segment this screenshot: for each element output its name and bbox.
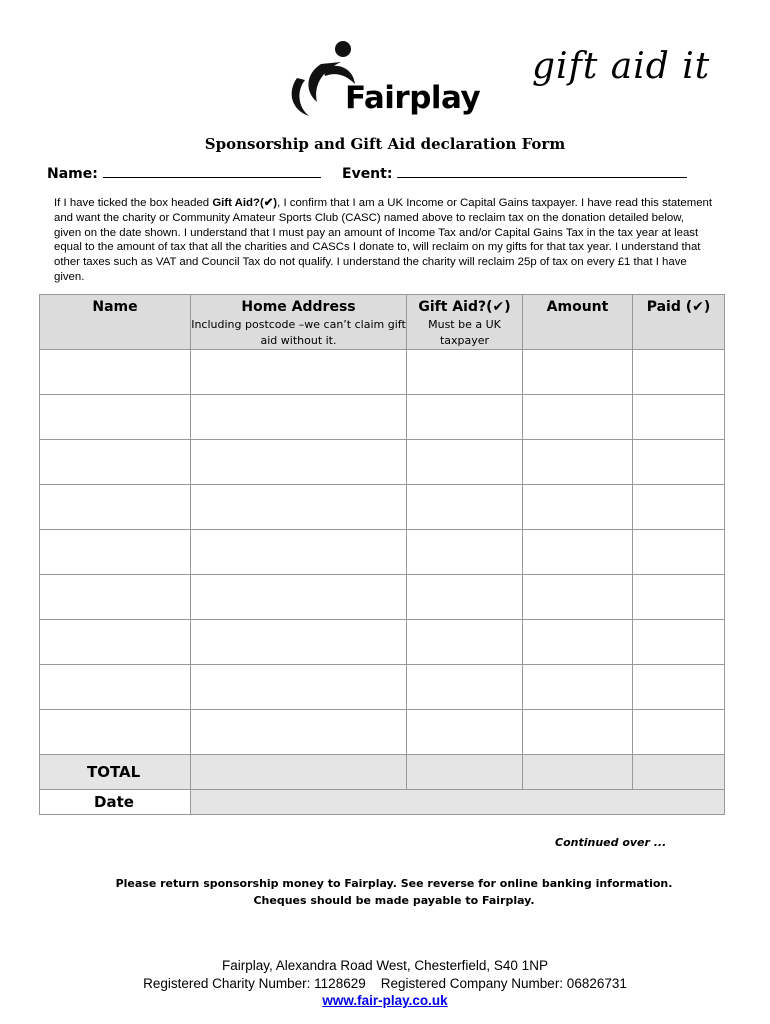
table-row [40, 350, 725, 395]
table-body [40, 350, 725, 815]
address-cell[interactable] [191, 440, 407, 485]
footer-address: Fairplay, Alexandra Road West, Chesterfield, S40 1NP [222, 958, 548, 973]
name-cell[interactable] [40, 440, 191, 485]
table-row [40, 395, 725, 440]
amount-cell[interactable] [523, 350, 633, 395]
website-link[interactable]: www.fair-play.co.uk [322, 993, 448, 1008]
declaration-bold: Gift Aid?(✔) [212, 197, 278, 209]
header-gift-aid-title: Gift Aid?(✔) [418, 299, 511, 315]
paid-cell[interactable] [633, 665, 725, 710]
gift-aid-cell[interactable] [407, 710, 523, 755]
total-label: TOTAL [40, 755, 191, 790]
address-cell[interactable] [191, 350, 407, 395]
name-cell[interactable] [40, 575, 191, 620]
total-amount-cell[interactable] [523, 755, 633, 790]
amount-cell[interactable] [523, 665, 633, 710]
table-row [40, 530, 725, 575]
gift-aid-cell[interactable] [407, 620, 523, 665]
paid-cell[interactable] [633, 575, 725, 620]
gift-aid-cell[interactable] [407, 350, 523, 395]
footer [0, 957, 770, 1010]
paid-cell[interactable] [633, 395, 725, 440]
header-gift-aid-sub: Must be a UK taxpayer [428, 318, 501, 347]
gift-aid-cell[interactable] [407, 440, 523, 485]
header-paid [633, 295, 725, 350]
event-field[interactable] [342, 163, 687, 182]
header-address-sub: Including postcode –we can’t claim gift aid without it. [191, 318, 406, 347]
total-cell[interactable] [633, 755, 725, 790]
amount-cell[interactable] [523, 620, 633, 665]
header-amount-title: Amount [546, 299, 609, 315]
total-cell[interactable] [407, 755, 523, 790]
return-note-line2: Cheques should be made payable to Fairplay. [253, 894, 535, 907]
name-cell[interactable] [40, 395, 191, 440]
amount-cell[interactable] [523, 395, 633, 440]
amount-cell[interactable] [523, 710, 633, 755]
gift-aid-cell[interactable] [407, 530, 523, 575]
table-header-row [40, 295, 725, 350]
amount-cell[interactable] [523, 530, 633, 575]
amount-cell[interactable] [523, 575, 633, 620]
address-cell[interactable] [191, 710, 407, 755]
gift-aid-it-logo: gift aid it [532, 46, 711, 87]
amount-cell[interactable] [523, 440, 633, 485]
declaration-text [54, 196, 714, 285]
paid-cell[interactable] [633, 530, 725, 575]
return-note [0, 875, 770, 909]
table-row [40, 485, 725, 530]
address-cell[interactable] [191, 485, 407, 530]
header-name [40, 295, 191, 350]
name-cell[interactable] [40, 665, 191, 710]
table-row [40, 575, 725, 620]
logo-wordmark: Fairplay [345, 80, 481, 116]
date-row [40, 790, 725, 815]
header-address-title: Home Address [241, 299, 356, 315]
gift-aid-cell[interactable] [407, 665, 523, 710]
table-row [40, 665, 725, 710]
declaration-intro: If I have ticked the box headed [54, 197, 213, 209]
header-gift-aid [407, 295, 523, 350]
name-cell[interactable] [40, 710, 191, 755]
header-paid-title: Paid (✔) [646, 299, 711, 315]
footer-registration: Registered Charity Number: 1128629 Registered Company Number: 06826731 [143, 975, 627, 991]
table-row [40, 710, 725, 755]
header-address [191, 295, 407, 350]
gift-aid-cell[interactable] [407, 485, 523, 530]
paid-cell[interactable] [633, 350, 725, 395]
total-row [40, 755, 725, 790]
amount-cell[interactable] [523, 485, 633, 530]
address-cell[interactable] [191, 530, 407, 575]
address-cell[interactable] [191, 665, 407, 710]
paid-cell[interactable] [633, 620, 725, 665]
gift-aid-cell[interactable] [407, 395, 523, 440]
name-cell[interactable] [40, 485, 191, 530]
paid-cell[interactable] [633, 485, 725, 530]
table-row [40, 440, 725, 485]
event-label: Event: [342, 166, 393, 182]
continued-note: Continued over ... [555, 836, 667, 849]
name-cell[interactable] [40, 620, 191, 665]
date-label: Date [40, 790, 191, 815]
name-cell[interactable] [40, 530, 191, 575]
gift-aid-cell[interactable] [407, 575, 523, 620]
declaration-rest: , I confirm that I am a UK Income or Capital Gains taxpayer. I have read this statement and want the charity or Community Amateur Sports Club (CASC) named above to reclaim tax on the donation detailed below, given on the date shown. I understand that I must pay an amount of Income Tax and/or Capital Gains Tax in the tax year at least equal to the amount of tax that all the charities and CASCs I donate to, will reclaim on my gifts for that tax year. I understand that other taxes such as VAT and Council Tax do not qualify. I understand the charity will reclaim 25p of tax on every £1 that I have given. [54, 197, 713, 283]
form-title: Sponsorship and Gift Aid declaration Form [204, 135, 566, 153]
return-note-line1: Please return sponsorship money to Fairplay. See reverse for online banking information. [115, 877, 673, 890]
address-cell[interactable] [191, 620, 407, 665]
header-name-title: Name [92, 299, 138, 315]
name-line[interactable] [103, 163, 321, 178]
paid-cell[interactable] [633, 440, 725, 485]
paid-cell[interactable] [633, 710, 725, 755]
name-label: Name: [47, 166, 98, 182]
total-cell[interactable] [191, 755, 407, 790]
table-row [40, 620, 725, 665]
header-amount [523, 295, 633, 350]
date-cell[interactable] [191, 790, 725, 815]
address-cell[interactable] [191, 395, 407, 440]
event-line[interactable] [397, 163, 687, 178]
address-cell[interactable] [191, 575, 407, 620]
name-field[interactable] [47, 163, 321, 182]
name-cell[interactable] [40, 350, 191, 395]
sponsorship-table [39, 294, 725, 815]
